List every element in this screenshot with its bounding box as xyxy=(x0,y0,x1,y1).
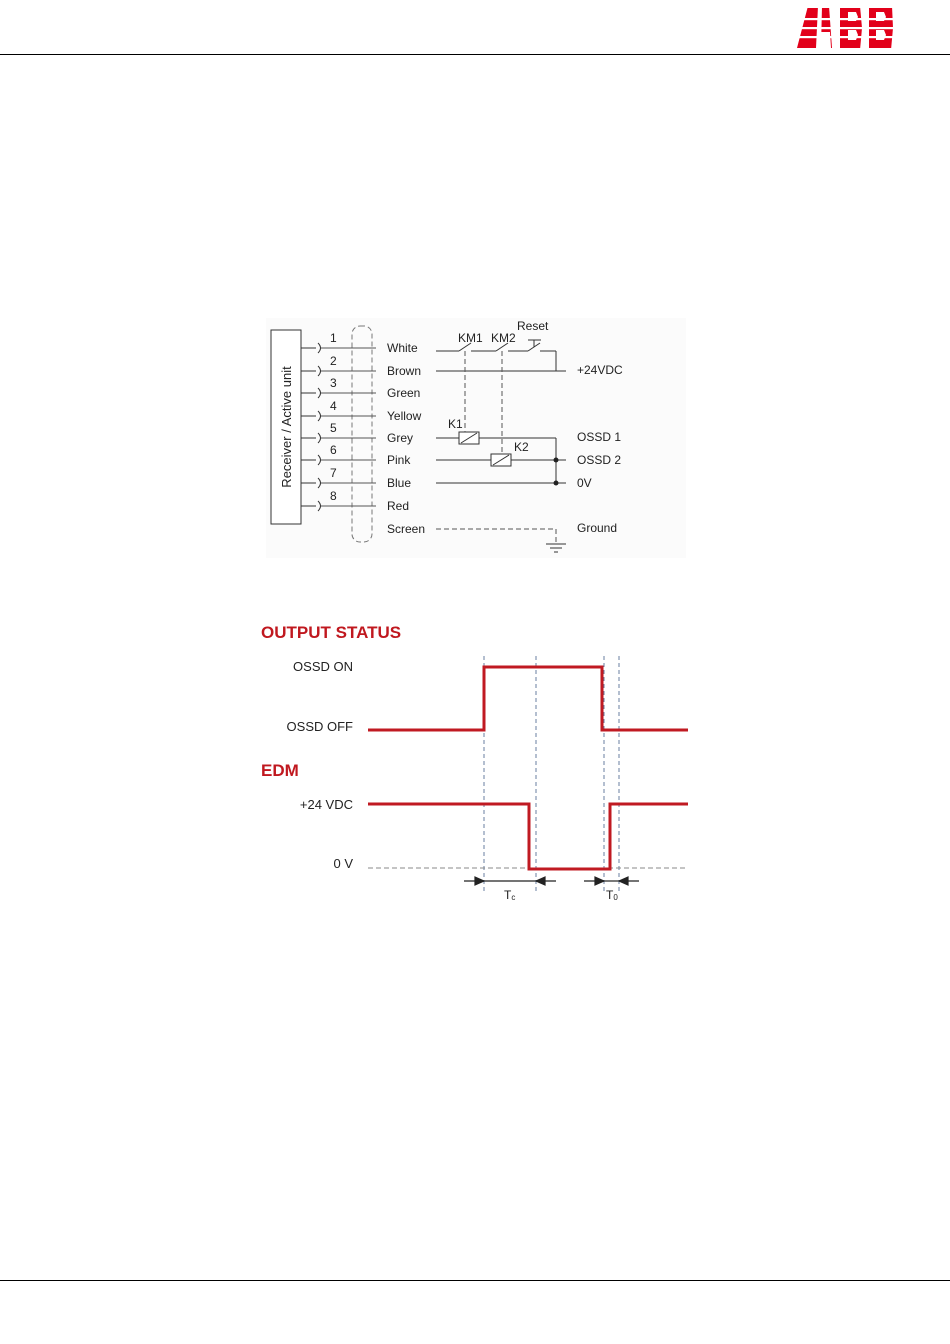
out-ossd1: OSSD 1 xyxy=(577,430,622,444)
wire-color-label: Yellow xyxy=(387,409,422,423)
wire-color-label: Blue xyxy=(387,476,412,490)
out-ground: Ground xyxy=(577,521,618,535)
pin-number: 5 xyxy=(330,421,337,435)
wire-color-label: Pink xyxy=(387,453,411,467)
pin-number: 8 xyxy=(330,489,337,503)
out-0v: 0V xyxy=(577,476,592,490)
edm-0v-label: 0 V xyxy=(333,856,353,871)
wire-color-label: Grey xyxy=(387,431,414,445)
edm-title: EDM xyxy=(261,761,299,780)
k2-label: K2 xyxy=(514,440,529,454)
km2-label: KM2 xyxy=(491,331,516,345)
tc-label: Tc xyxy=(504,888,516,902)
pin-number: 1 xyxy=(330,331,337,345)
ossd-on-label: OSSD ON xyxy=(293,659,353,674)
to-label: T0 xyxy=(606,888,618,902)
ossd-trace xyxy=(368,667,688,730)
km1-label: KM1 xyxy=(458,331,483,345)
ossd-off-label: OSSD OFF xyxy=(286,719,353,734)
out-24vdc: +24VDC xyxy=(577,363,623,377)
wire-color-label: Screen xyxy=(387,522,426,536)
footer-rule xyxy=(0,1280,950,1281)
output-status-title: OUTPUT STATUS xyxy=(261,623,402,642)
wire-color-label: Red xyxy=(387,499,410,513)
receiver-label: Receiver / Active unit xyxy=(279,366,294,488)
pin-number: 4 xyxy=(330,399,337,413)
pin-number: 2 xyxy=(330,354,337,368)
pin-number: 6 xyxy=(330,443,337,457)
wiring-diagram xyxy=(266,318,686,558)
timing-diagram xyxy=(258,618,698,908)
edm-24vdc-label: +24 VDC xyxy=(299,797,353,812)
edm-trace xyxy=(368,804,688,869)
pin-number: 3 xyxy=(330,376,337,390)
out-ossd2: OSSD 2 xyxy=(577,453,622,467)
reset-label: Reset xyxy=(517,319,549,333)
pin-number: 7 xyxy=(330,466,337,480)
k1-label: K1 xyxy=(448,417,463,431)
wire-color-label: Brown xyxy=(387,364,422,378)
wire-color-label: Green xyxy=(387,386,421,400)
wire-color-label: White xyxy=(387,341,418,355)
abb-logo xyxy=(796,6,898,55)
